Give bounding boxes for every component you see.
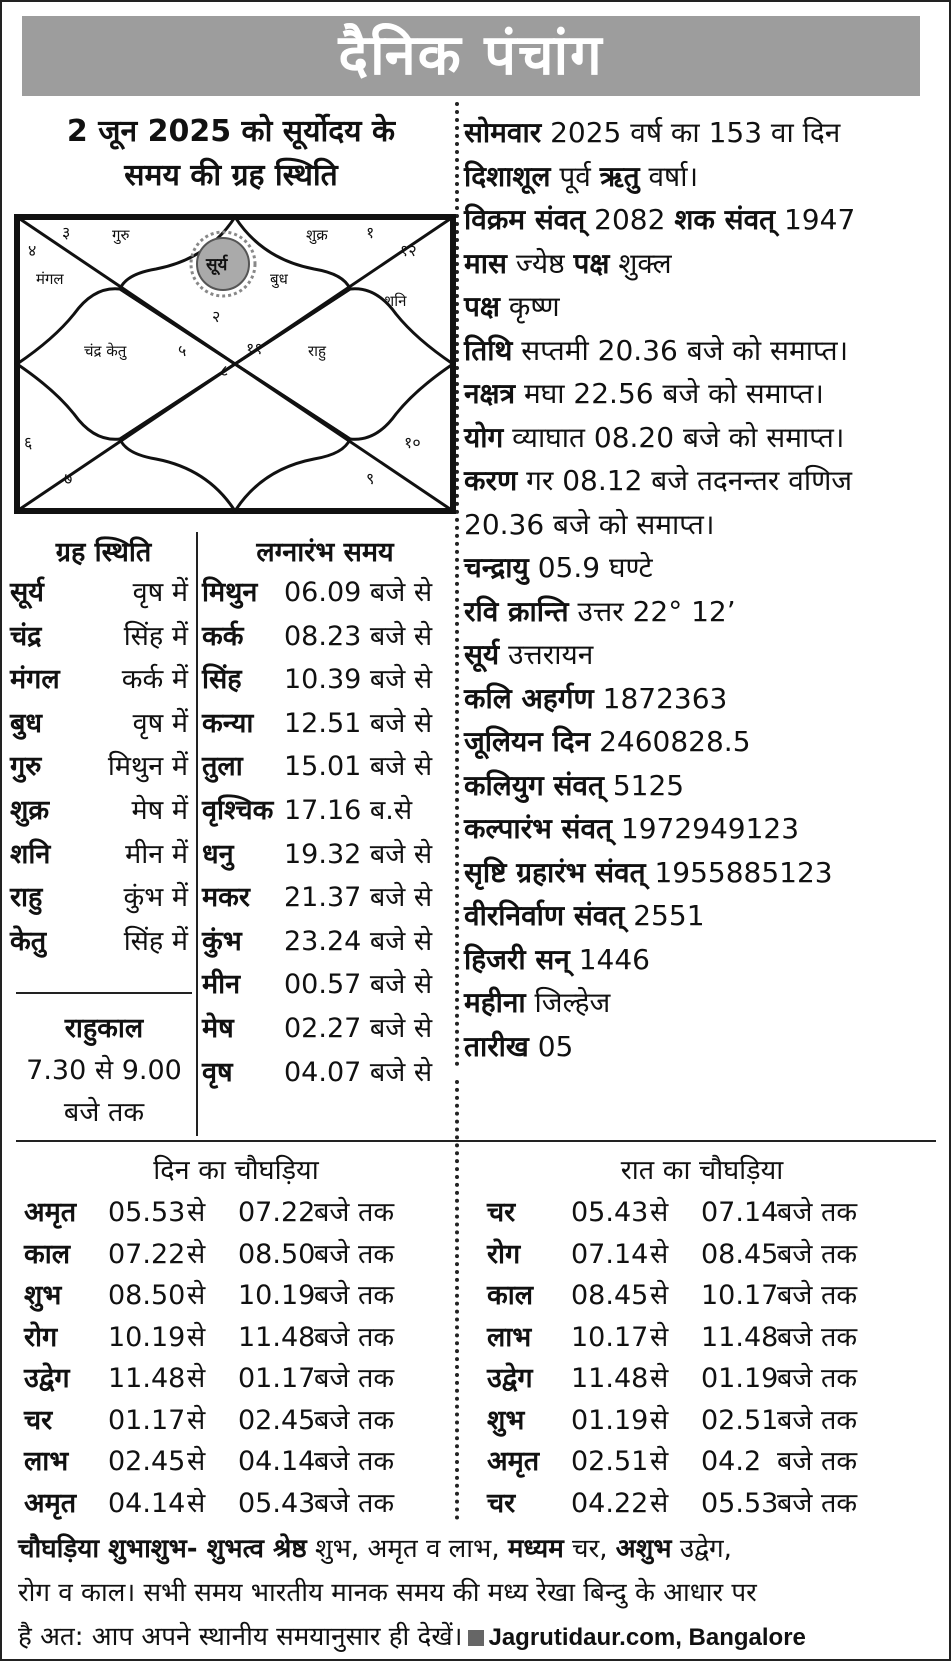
- panchang-value: ज्येष्ठ: [506, 246, 574, 280]
- lagna-row: [202, 875, 452, 921]
- lagna-row: [202, 614, 452, 660]
- page-title: दैनिक पंचांग: [22, 16, 920, 96]
- graha-rashi: वृष में: [132, 577, 188, 608]
- choghadiya-name: शुभ: [487, 1404, 525, 1436]
- footer-line2: रोग व काल। सभी समय भारतीय मानक समय की मध्य रेखा बिन्दु के आधार पर: [18, 1578, 757, 1608]
- graha-rashi: वृष में: [132, 707, 188, 739]
- graha-name: सूर्य: [10, 577, 44, 608]
- lagna-name: सिंह: [202, 664, 242, 696]
- panchang-value: मघा 22.56 बजे को समाप्त।: [515, 377, 824, 410]
- choghadiya-row: [487, 1192, 907, 1234]
- panchang-value: 2551: [624, 899, 705, 932]
- kundali-svg: [14, 214, 456, 514]
- house-left: [17, 289, 235, 440]
- footer-text: उद्वेग,: [671, 1534, 732, 1564]
- choghadiya-tail: बजे तक: [777, 1197, 858, 1228]
- panchang-row: [464, 241, 939, 287]
- panchang-key: करण: [464, 464, 518, 497]
- choghadiya-name: अमृत: [487, 1446, 540, 1477]
- lagna-name: मीन: [202, 969, 241, 1001]
- choghadiya-from: 04.14: [108, 1487, 186, 1519]
- choghadiya-se: से: [650, 1197, 669, 1228]
- lagna-time: 10.39 बजे से: [284, 664, 433, 696]
- choghadiya-se: से: [187, 1197, 206, 1228]
- lagna-heading: लग्नारंभ समय: [256, 537, 394, 568]
- choghadiya-row: [487, 1400, 907, 1442]
- choghadiya-name: लाभ: [487, 1321, 532, 1353]
- panchang-key: महीना: [464, 986, 526, 1019]
- choghadiya-to: 05.43: [238, 1487, 316, 1519]
- panchang-value: उत्तर 22° 12’: [568, 594, 736, 628]
- choghadiya-se: से: [650, 1363, 669, 1394]
- choghadiya-se: से: [187, 1280, 206, 1311]
- lagna-time: 08.23 बजे से: [284, 620, 433, 652]
- panchang-row: [464, 458, 939, 504]
- choghadiya-tail: बजे तक: [777, 1238, 858, 1270]
- lagna-row: [202, 832, 452, 878]
- panchang-key: पक्ष: [573, 246, 610, 280]
- choghadiya-row: [24, 1317, 444, 1359]
- choghadiya-name: अमृत: [24, 1197, 77, 1228]
- graha-row: [10, 788, 188, 834]
- choghadiya-tail: बजे तक: [777, 1446, 858, 1477]
- panchang-row: [464, 893, 939, 939]
- choghadiya-name: चर: [487, 1197, 516, 1228]
- graha-rashi: मीन में: [125, 838, 188, 870]
- panchang-key: तारीख: [464, 1029, 529, 1063]
- graha-rashi: कुंभ में: [123, 882, 188, 914]
- choghadiya-tail: बजे तक: [777, 1487, 858, 1519]
- choghadiya-se: से: [650, 1280, 669, 1311]
- choghadiya-to: 08.50: [238, 1238, 316, 1270]
- choghadiya-name: उद्वेग: [24, 1363, 70, 1394]
- panchang-key: रवि क्रान्ति: [464, 594, 569, 628]
- panchang-row: [464, 763, 939, 809]
- panchang-key: कल्पारंभ संवत्: [464, 812, 613, 845]
- graha-row: [10, 875, 188, 921]
- lagna-time: 17.16 ब.से: [284, 795, 413, 826]
- panchang-value: 2082: [585, 203, 675, 236]
- house-bottom: [120, 364, 350, 511]
- choghadiya-tail: बजे तक: [314, 1487, 395, 1519]
- choghadiya-name: शुभ: [24, 1280, 62, 1311]
- rahukaal-tail: बजे तक: [63, 1097, 145, 1128]
- chart-title-line1: 2 जून 2025 को सूर्योदय के: [66, 114, 396, 149]
- choghadiya-se: से: [650, 1404, 669, 1436]
- panchang-value: जिल्हेज: [525, 986, 611, 1019]
- choghadiya-row: [24, 1358, 444, 1400]
- choghadiya-from: 01.19: [571, 1404, 649, 1436]
- choghadiya-row: [24, 1400, 444, 1442]
- chart-title-line2: समय की ग्रह स्थिति: [124, 158, 338, 193]
- lagna-time: 04.07 बजे से: [284, 1056, 433, 1088]
- choghadiya-row: [24, 1275, 444, 1317]
- choghadiya-se: से: [187, 1446, 206, 1477]
- choghadiya-tail: बजे तक: [777, 1280, 858, 1311]
- panchang-key: जूलियन दिन: [464, 725, 591, 758]
- choghadiya-to: 11.48: [238, 1321, 316, 1353]
- choghadiya-name: अमृत: [24, 1487, 77, 1519]
- panchang-row: [464, 719, 939, 765]
- raat-choghadiya-heading: रात का चौघड़िया: [620, 1155, 784, 1186]
- choghadiya-to: 11.48: [701, 1321, 779, 1353]
- graha-rashi: सिंह में: [123, 620, 188, 652]
- panchang-value: 1955885123: [645, 855, 833, 889]
- graha-name: शुक्र: [10, 795, 50, 826]
- panchang-key: कलि अहर्गण: [464, 681, 594, 715]
- panchang-value: 05: [528, 1029, 574, 1063]
- choghadiya-from: 08.50: [108, 1280, 186, 1311]
- graha-rashi: मेष में: [131, 795, 188, 826]
- choghadiya-from: 05.53: [108, 1197, 186, 1228]
- panchang-key: शक संवत्: [674, 203, 776, 236]
- graha-name: केतु: [10, 925, 47, 957]
- graha-rashi: सिंह में: [123, 925, 188, 957]
- choghadiya-from: 04.22: [571, 1487, 649, 1519]
- choghadiya-se: से: [187, 1404, 206, 1436]
- chart-label: ३: [62, 223, 71, 242]
- chart-label: राहु: [308, 342, 326, 360]
- chart-label: ५: [178, 341, 187, 360]
- chart-label: बुध: [270, 270, 288, 288]
- chart-label: शनि: [384, 292, 407, 310]
- panchang-value: 2460828.5: [590, 725, 751, 758]
- choghadiya-row: [487, 1234, 907, 1276]
- panchang-value: सप्तमी 20.36 बजे को समाप्त।: [512, 333, 849, 367]
- choghadiya-tail: बजे तक: [314, 1238, 395, 1270]
- lagna-row: [202, 744, 452, 790]
- panchang-value: 1947: [775, 203, 856, 236]
- choghadiya-se: से: [650, 1487, 669, 1519]
- chart-label: चंद्र केतु: [84, 342, 127, 360]
- panchang-row: [464, 937, 939, 983]
- choghadiya-from: 07.14: [571, 1238, 649, 1270]
- choghadiya-tail: बजे तक: [314, 1321, 395, 1353]
- choghadiya-se: से: [650, 1238, 669, 1270]
- lagna-name: कुंभ: [202, 925, 242, 957]
- lagna-time: 02.27 बजे से: [284, 1013, 433, 1044]
- footer-text: चर,: [563, 1534, 616, 1564]
- choghadiya-name: लाभ: [24, 1446, 69, 1477]
- graha-row: [10, 570, 188, 616]
- footer-key-ashubh: अशुभ: [615, 1534, 672, 1564]
- square-bullet-icon: [468, 1630, 484, 1646]
- choghadiya-se: से: [650, 1446, 669, 1477]
- lagna-row: [202, 919, 452, 965]
- panchang-value: 1972949123: [612, 812, 800, 845]
- din-choghadiya-heading: दिन का चौघड़िया: [153, 1155, 319, 1186]
- lagna-row: [202, 1006, 452, 1052]
- panchang-key: सृष्टि ग्रहारंभ संवत्: [464, 855, 646, 889]
- panchang-row: [464, 980, 939, 1026]
- choghadiya-row: [24, 1483, 444, 1525]
- graha-name: मंगल: [10, 664, 60, 696]
- panchang-row: [464, 154, 939, 200]
- panchang-key: पक्ष: [464, 290, 500, 323]
- graha-row: [10, 701, 188, 747]
- panchang-key: योग: [464, 420, 504, 454]
- panchang-key: तिथि: [464, 333, 513, 367]
- choghadiya-se: से: [187, 1321, 206, 1353]
- lagna-row: [202, 657, 452, 703]
- panchang-key: सोमवार: [464, 116, 542, 149]
- choghadiya-from: 05.43: [571, 1197, 649, 1228]
- lagna-time: 19.32 बजे से: [284, 838, 433, 870]
- panchang-row: [464, 502, 939, 548]
- lagna-name: धनु: [202, 838, 234, 870]
- panchang-value: व्याघात 08.20 बजे को समाप्त।: [503, 420, 845, 454]
- choghadiya-to: 02.45: [238, 1404, 316, 1436]
- choghadiya-row: [487, 1441, 907, 1483]
- graha-row: [10, 832, 188, 878]
- choghadiya-from: 11.48: [108, 1363, 186, 1394]
- panchang-value: 05.9 घण्टे: [528, 551, 653, 584]
- lagna-name: वृष: [202, 1056, 233, 1088]
- panchang-value: उत्तरायन: [499, 638, 594, 671]
- panchang-row: [464, 110, 939, 156]
- lagna-name: तुला: [202, 751, 243, 783]
- panchang-key: नक्षत्र: [464, 377, 516, 410]
- choghadiya-to: 04.2: [701, 1446, 762, 1477]
- rahukaal-time: 7.30 से 9.00: [26, 1055, 182, 1086]
- lagna-name: वृश्चिक: [202, 795, 274, 826]
- lagna-name: कर्क: [202, 620, 244, 652]
- panchang-row: [464, 328, 939, 374]
- choghadiya-name: काल: [24, 1238, 71, 1270]
- chart-label: ७: [64, 469, 73, 488]
- lagna-name: मकर: [202, 882, 250, 914]
- choghadiya-to: 04.14: [238, 1446, 316, 1477]
- choghadiya-to: 07.22: [238, 1197, 316, 1228]
- panchang-value: वर्षा।: [639, 159, 699, 193]
- rahukaal-rule: [16, 992, 192, 994]
- choghadiya-to: 01.17: [238, 1363, 316, 1394]
- footer-text: शुभ, अमृत व लाभ,: [306, 1534, 508, 1564]
- choghadiya-to: 01.19: [701, 1363, 779, 1394]
- choghadiya-row: [487, 1317, 907, 1359]
- chart-label: १०: [404, 433, 421, 452]
- graha-name: राहु: [10, 882, 43, 914]
- chart-label: गुरु: [112, 226, 130, 244]
- choghadiya-se: से: [187, 1238, 206, 1270]
- choghadiya-from: 02.45: [108, 1446, 186, 1477]
- panchang-row: [464, 676, 939, 722]
- panchang-key: कलियुग संवत्: [464, 768, 604, 802]
- panchang-value: 2025 वर्ष का 153 वा दिन: [541, 116, 841, 149]
- brand-credit: Jagrutidaur.com, Bangalore: [488, 1624, 806, 1651]
- chart-label: मंगल: [36, 270, 64, 288]
- choghadiya-tail: बजे तक: [314, 1404, 395, 1436]
- choghadiya-tail: बजे तक: [314, 1363, 395, 1394]
- kundali-chart: [14, 214, 456, 514]
- choghadiya-to: 05.53: [701, 1487, 779, 1519]
- panchang-key: दिशाशूल: [464, 159, 551, 193]
- graha-row: [10, 657, 188, 703]
- lagna-row: [202, 962, 452, 1008]
- panchang-row: [464, 1024, 939, 1070]
- chart-label: सूर्य: [206, 255, 228, 275]
- lagna-time: 06.09 बजे से: [284, 577, 433, 608]
- panchang-row: [464, 415, 939, 461]
- choghadiya-from: 10.17: [571, 1321, 649, 1353]
- panchang-value: 1446: [569, 942, 650, 976]
- choghadiya-rule: [16, 1140, 936, 1142]
- panchang-value: 20.36 बजे को समाप्त।: [464, 507, 715, 541]
- graha-name: चंद्र: [10, 620, 42, 652]
- choghadiya-from: 08.45: [571, 1280, 649, 1311]
- panchang-value: कृष्ण: [499, 290, 560, 323]
- footer-key-shubh: चौघड़िया शुभाशुभ- शुभत्व श्रेष्ठ: [18, 1534, 307, 1564]
- graha-name: बुध: [10, 707, 43, 739]
- choghadiya-name: चर: [24, 1404, 53, 1436]
- lagna-row: [202, 701, 452, 747]
- choghadiya-from: 02.51: [571, 1446, 649, 1477]
- choghadiya-to: 02.51: [701, 1404, 779, 1436]
- chart-label: २: [212, 307, 221, 326]
- footer-line3: है अत: आप अपने स्थानीय समयानुसार ही देखें।: [18, 1622, 463, 1652]
- panchang-row: [464, 632, 939, 678]
- chart-label: १२: [400, 241, 417, 260]
- panchang-key: सूर्य: [464, 638, 500, 671]
- choghadiya-name: रोग: [24, 1321, 58, 1353]
- graha-heading: ग्रह स्थिति: [55, 537, 152, 568]
- chart-label: ९: [366, 469, 375, 488]
- panchang-row: [464, 371, 939, 417]
- choghadiya-se: से: [187, 1363, 206, 1394]
- graha-rashi: मिथुन में: [107, 751, 188, 783]
- panchang-key: ऋतु: [599, 159, 640, 193]
- lagna-time: 12.51 बजे से: [284, 707, 433, 739]
- chart-label: ६: [24, 433, 33, 452]
- choghadiya-to: 10.17: [701, 1280, 779, 1311]
- chart-label: ८: [220, 361, 229, 380]
- choghadiya-from: 10.19: [108, 1321, 186, 1353]
- choghadiya-from: 11.48: [571, 1363, 649, 1394]
- graha-name: शनि: [10, 838, 51, 870]
- graha-name: गुरु: [10, 751, 42, 783]
- choghadiya-name: रोग: [487, 1238, 521, 1270]
- house-right: [235, 289, 453, 440]
- chart-label: १: [366, 223, 375, 242]
- choghadiya-se: से: [187, 1487, 206, 1519]
- choghadiya-tail: बजे तक: [314, 1197, 395, 1228]
- panchang-value: शुक्ल: [609, 246, 672, 280]
- lagna-time: 23.24 बजे से: [284, 925, 433, 957]
- panchang-key: विक्रम संवत्: [464, 203, 586, 236]
- panchang-row: [464, 284, 939, 330]
- lagna-time: 21.37 बजे से: [284, 882, 433, 914]
- chart-label: ११: [246, 339, 263, 358]
- choghadiya-row: [24, 1234, 444, 1276]
- choghadiya-name: उद्वेग: [487, 1363, 533, 1394]
- panchang-row: [464, 545, 939, 591]
- choghadiya-from: 01.17: [108, 1404, 186, 1436]
- lagna-name: मिथुन: [202, 577, 258, 608]
- graha-row: [10, 744, 188, 790]
- choghadiya-to: 08.45: [701, 1238, 779, 1270]
- choghadiya-tail: बजे तक: [777, 1363, 858, 1394]
- panchang-key: चन्द्रायु: [464, 551, 529, 584]
- choghadiya-name: चर: [487, 1487, 516, 1519]
- choghadiya-tail: बजे तक: [777, 1404, 858, 1436]
- panchang-row: [464, 806, 939, 852]
- chart-label: शुक्र: [306, 226, 328, 244]
- choghadiya-from: 07.22: [108, 1238, 186, 1270]
- chart-label: ४: [28, 241, 37, 260]
- graha-row: [10, 919, 188, 965]
- graha-row: [10, 614, 188, 660]
- choghadiya-tail: बजे तक: [314, 1280, 395, 1311]
- panchang-row: [464, 850, 939, 896]
- choghadiya-row: [24, 1441, 444, 1483]
- choghadiya-row: [487, 1483, 907, 1525]
- lagna-name: कन्या: [202, 707, 254, 739]
- choghadiya-divider: [455, 1080, 459, 1520]
- choghadiya-to: 07.14: [701, 1197, 779, 1228]
- choghadiya-name: काल: [487, 1280, 534, 1311]
- footer-note: [18, 1527, 938, 1660]
- choghadiya-se: से: [650, 1321, 669, 1353]
- choghadiya-row: [487, 1358, 907, 1400]
- graha-rashi: कर्क में: [121, 664, 188, 696]
- choghadiya-row: [487, 1275, 907, 1317]
- panchang-value: पूर्व: [550, 159, 600, 193]
- graha-divider: [196, 532, 198, 1136]
- lagna-row: [202, 1050, 452, 1096]
- choghadiya-to: 10.19: [238, 1280, 316, 1311]
- panchang-row: [464, 589, 939, 635]
- lagna-time: 15.01 बजे से: [284, 751, 433, 783]
- choghadiya-row: [24, 1192, 444, 1234]
- lagna-name: मेष: [202, 1013, 234, 1044]
- lagna-row: [202, 570, 452, 616]
- panchang-value: गर 08.12 बजे तदनन्तर वणिज: [517, 464, 853, 497]
- panchang-row: [464, 197, 939, 243]
- rahukaal-heading: राहुकाल: [64, 1013, 144, 1044]
- panchang-key: हिजरी सन्: [464, 942, 570, 976]
- choghadiya-tail: बजे तक: [314, 1446, 395, 1477]
- lagna-time: 00.57 बजे से: [284, 969, 433, 1001]
- panchang-value: 1872363: [593, 681, 728, 715]
- panchang-key: मास: [464, 246, 507, 280]
- panchang-key: वीरनिर्वाण संवत्: [464, 899, 625, 932]
- lagna-row: [202, 788, 452, 834]
- choghadiya-tail: बजे तक: [777, 1321, 858, 1353]
- footer-key-madhyam: मध्यम: [507, 1534, 564, 1564]
- panchang-value: 5125: [603, 768, 685, 802]
